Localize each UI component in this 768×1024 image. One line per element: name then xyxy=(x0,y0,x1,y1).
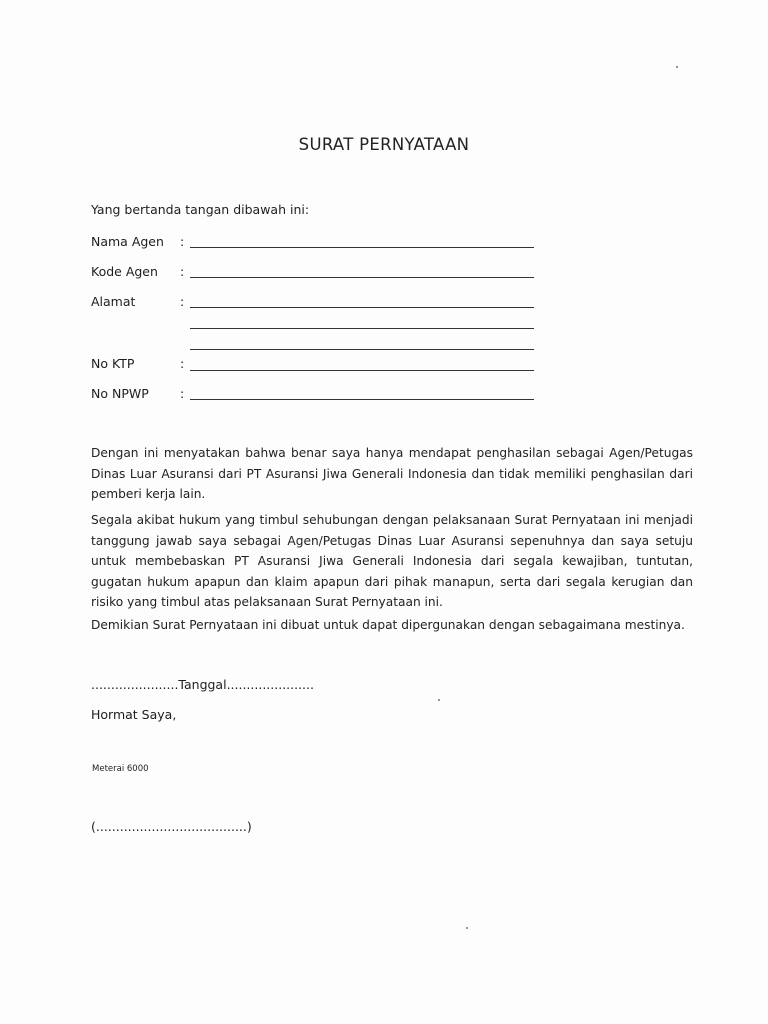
intro-text: Yang bertanda tangan dibawah ini: xyxy=(91,202,310,217)
paragraph-1: Dengan ini menyatakan bahwa benar saya hanya mendapat penghasilan sebagai Agen/Petugas Dinas Luar Asuransi dari PT Asuransi Jiwa Generali Indonesia dan tidak memiliki penghasilan dari pemberi kerja lain. xyxy=(91,446,693,501)
field-colon: : xyxy=(180,356,185,371)
field-colon: : xyxy=(180,234,185,249)
document-title: SURAT PERNYATAAN xyxy=(298,135,470,154)
alamat-line-2 xyxy=(190,328,534,329)
field-label-no-ktp: No KTP xyxy=(91,356,135,371)
field-label-kode-agen: Kode Agen xyxy=(91,264,158,279)
no-ktp-line xyxy=(190,370,534,371)
field-label-alamat: Alamat xyxy=(91,294,136,309)
no-npwp-line xyxy=(190,399,534,400)
nama-agen-line xyxy=(190,247,534,248)
alamat-line-3 xyxy=(190,349,534,350)
field-colon: : xyxy=(180,264,185,279)
kode-agen-line xyxy=(190,277,534,278)
field-colon: : xyxy=(180,386,185,401)
field-label-nama-agen: Nama Agen xyxy=(91,234,164,249)
paragraph-2: Segala akibat hukum yang timbul sehubungan dengan pelaksanaan Surat Pernyataan ini menjadi tanggung jawab saya sebagai Agen/Petugas Dinas Luar Asuransi sepenuhnya dan saya setuju untuk membebaskan PT Asuransi Jiwa Generali Indonesia dari segala kewajiban, tuntutan, gugatan hukum apapun dan klaim apapun dari pihak manapun, serta dari segala kerugian dan risiko yang timbul atas pelaksanaan Surat Pernyataan ini. xyxy=(91,513,693,609)
date-line: ......................Tanggal...................... xyxy=(91,677,314,692)
scan-speck xyxy=(438,699,440,701)
alamat-line-1 xyxy=(190,307,534,308)
paragraph-3: Demikian Surat Pernyataan ini dibuat untuk dapat dipergunakan dengan sebagaimana mestinya. xyxy=(91,618,685,632)
stamp-note: Meterai 6000 xyxy=(92,764,149,774)
regards-text: Hormat Saya, xyxy=(91,707,177,722)
scan-speck xyxy=(676,66,678,68)
field-colon: : xyxy=(180,294,185,309)
field-label-no-npwp: No NPWP xyxy=(91,386,149,401)
signature-line: (......................................) xyxy=(91,819,252,834)
scan-speck xyxy=(466,927,468,929)
